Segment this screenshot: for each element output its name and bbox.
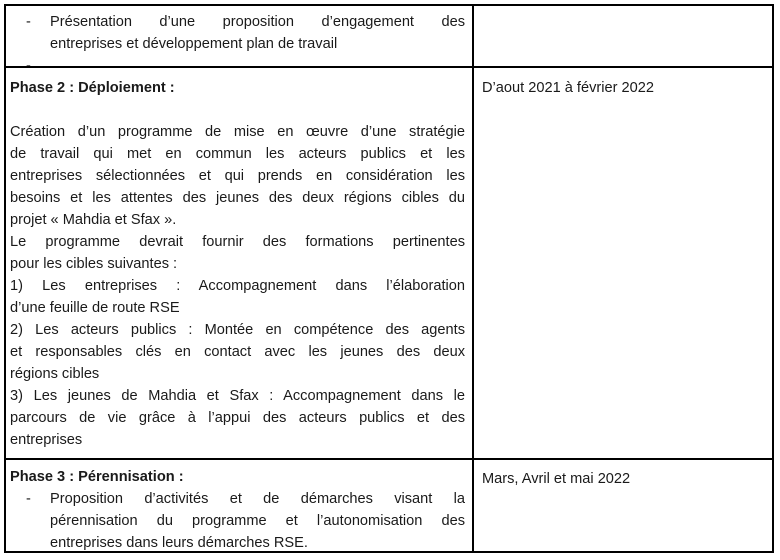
date-text: D’aout 2021 à février 2022: [482, 80, 654, 96]
left-cell: [6, 460, 474, 551]
dash-bullet-marker: -: [26, 58, 31, 66]
body-line: Création d’un programme de mise en œuvre d’une stratégie: [10, 124, 465, 140]
bullet-item: [10, 488, 465, 551]
table-row-phase2: [6, 68, 772, 460]
bullet-item: [10, 11, 465, 55]
phase3-heading: Phase 3 : Pérennisation :: [10, 469, 184, 485]
phase2-heading: Phase 2 : Déploiement :: [10, 80, 175, 96]
bullet-item: [10, 55, 465, 66]
bullet-line: Présentation d’une proposition d’engagement des: [50, 14, 465, 30]
body-line: entreprises: [10, 432, 83, 448]
dash-bullet-marker: -: [26, 14, 31, 30]
blank-line: [10, 99, 465, 121]
left-cell: [6, 6, 474, 66]
body-line: 1) Les entreprises : Accompagnement dans l’élaboration: [10, 278, 465, 294]
body-line: parcours de vie grâce à l’appui des acteurs publics et des: [10, 410, 465, 426]
body-line: régions cibles: [10, 366, 100, 382]
body-line: projet « Mahdia et Sfax ».: [10, 212, 177, 228]
left-cell: [6, 68, 474, 458]
body-line: 2) Les acteurs publics : Montée en compétence des agents: [10, 322, 465, 338]
bullet-line: entreprises et développement plan de travail: [50, 36, 338, 52]
bullet-line: pérennisation du programme et l’autonomisation des: [50, 513, 465, 529]
body-line: Le programme devrait fournir des formations pertinentes: [10, 234, 465, 250]
phases-table: [4, 4, 774, 553]
bullet-line: Proposition d’activités et de démarches visant la: [50, 491, 465, 507]
table-row-phase3: [6, 460, 772, 551]
body-line: d’une feuille de route RSE: [10, 300, 180, 316]
bullet-line: entreprises dans leurs démarches RSE.: [50, 535, 308, 551]
right-cell: [474, 6, 772, 66]
body-line: entreprises sélectionnées et qui prends en considération les: [10, 168, 465, 184]
body-line: de travail qui met en commun les acteurs publics et les: [10, 146, 465, 162]
table-row-phase1-end: [6, 6, 772, 68]
right-cell: [474, 460, 772, 551]
body-line: pour les cibles suivantes :: [10, 256, 178, 272]
body-line: besoins et les attentes des jeunes des deux régions cibles du: [10, 190, 465, 206]
date-text: Mars, Avril et mai 2022: [482, 471, 631, 487]
dash-bullet-marker: -: [26, 491, 31, 507]
body-line: et responsables clés en contact avec les jeunes des deux: [10, 344, 465, 360]
body-line: 3) Les jeunes de Mahdia et Sfax : Accompagnement dans le: [10, 388, 465, 404]
right-cell: [474, 68, 772, 458]
